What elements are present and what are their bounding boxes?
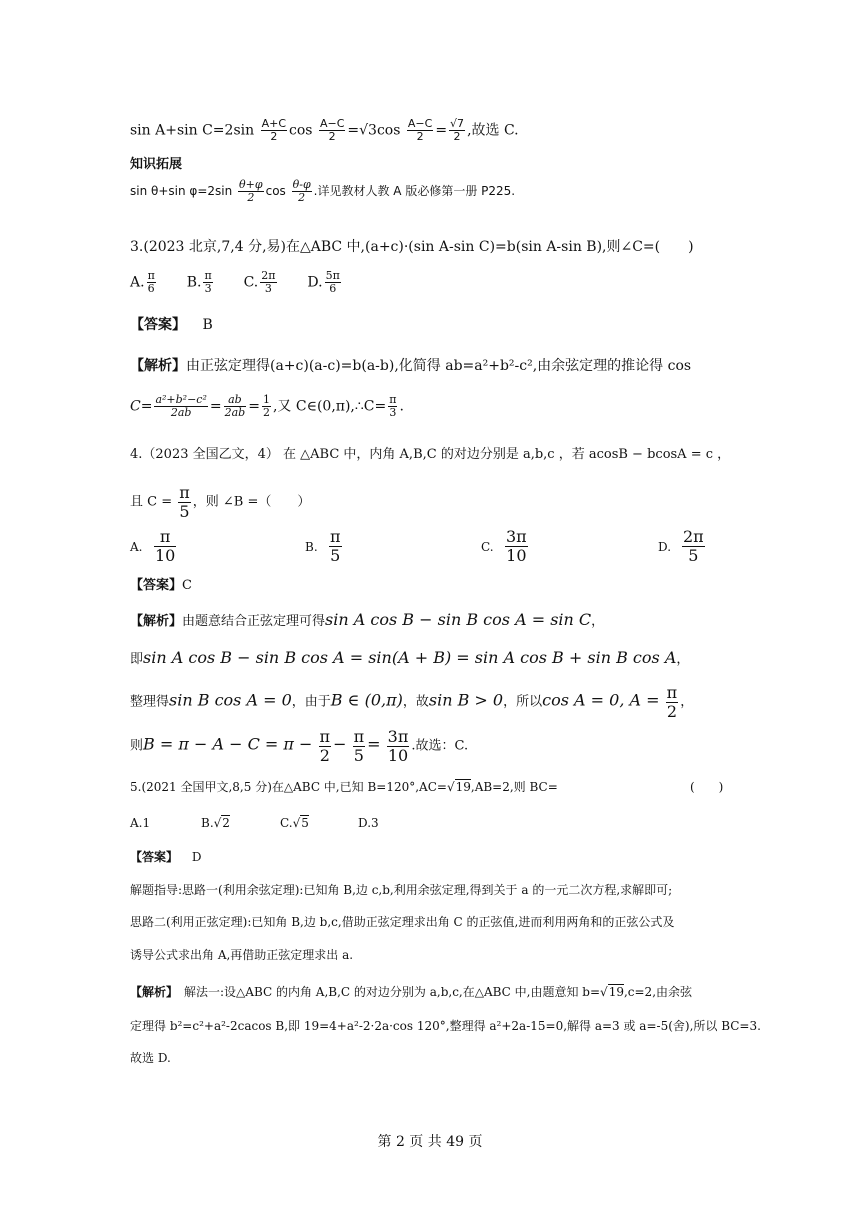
- fraction: [388, 394, 397, 419]
- fraction: [147, 270, 156, 295]
- question-3-options: [130, 270, 343, 295]
- option-b: B.: [305, 540, 318, 554]
- answer-label: 【答案】: [130, 578, 183, 593]
- text: cos: [376, 122, 401, 139]
- denominator: 10: [506, 545, 527, 565]
- denominator: 2: [319, 745, 330, 765]
- text: cos: [289, 122, 313, 139]
- option-d: D.: [307, 274, 323, 291]
- text: ，所以: [503, 694, 543, 710]
- denominator: 6: [147, 282, 155, 296]
- analysis-label: 【解析】: [130, 614, 183, 629]
- question-3-analysis-line-1: [130, 358, 691, 375]
- numerator: 1: [262, 393, 270, 406]
- denominator: 3: [264, 282, 272, 296]
- text: ，: [676, 652, 690, 667]
- answer-value: C: [182, 578, 192, 593]
- answer-label: 【答案】: [130, 850, 179, 864]
- sqrt-value: 5: [301, 816, 309, 830]
- fraction: [260, 270, 276, 295]
- numerator: π: [179, 483, 190, 502]
- formula: B = π − A − C = π −: [143, 734, 313, 754]
- fraction: [238, 179, 264, 204]
- numerator: ab: [224, 394, 247, 407]
- numerator: π: [204, 269, 212, 282]
- numerator: π: [319, 727, 331, 746]
- analysis-label: 【解析】: [130, 358, 186, 374]
- formula: B ∈ (0,π): [330, 690, 403, 710]
- fraction: [353, 728, 366, 764]
- denominator: 3: [389, 406, 397, 420]
- page-footer: 第 2 页 共 49 页: [377, 1134, 483, 1150]
- formula: sin B > 0: [428, 690, 504, 710]
- text: ，则 ∠B =（ ）: [192, 494, 311, 510]
- numerator: π: [666, 683, 678, 702]
- numerator: 2π: [261, 269, 276, 282]
- denominator: 2: [270, 130, 278, 144]
- numerator: θ-φ: [292, 178, 311, 191]
- text: 且 C =: [130, 494, 173, 510]
- numerator: 5π: [325, 269, 340, 282]
- text: .故选：C.: [411, 738, 469, 754]
- answer-value: D: [191, 850, 202, 864]
- fraction: [325, 270, 341, 295]
- text: 解法一:设△ABC 的内角 A,B,C 的对边分别为 a,b,c,在△ABC 中,由题意知 b=: [172, 985, 601, 999]
- question-5-paren: ( ): [690, 780, 724, 794]
- text: .详见教材人教 A 版必修第一册 P225.: [313, 184, 516, 199]
- numerator: A−C: [319, 117, 345, 130]
- option-c: C.: [280, 816, 293, 830]
- denominator: 5: [330, 545, 341, 565]
- section-title-knowledge: 知识拓展: [130, 157, 183, 172]
- question-5-guide-line-2: 思路二(利用正弦定理):已知角 B,边 b,c,借助正弦定理求出角 C 的正弦值,进而利用两角和的正弦公式及: [130, 915, 675, 929]
- text: −: [333, 734, 347, 754]
- question-4-options: [130, 528, 730, 568]
- sqrt-value: 2: [222, 816, 230, 830]
- option-a: A.: [130, 540, 143, 554]
- text: ,AB=2,则 BC=: [470, 780, 558, 794]
- question-4-analysis-line-1: [130, 610, 604, 630]
- option-c: C.: [481, 540, 494, 554]
- denominator: 2: [416, 130, 424, 144]
- text: ,故选 C.: [467, 122, 519, 139]
- text: sin A+sin C=2sin: [130, 122, 255, 139]
- option-b: B.: [201, 816, 214, 830]
- question-4-analysis-line-4: [130, 728, 468, 764]
- text: 整理得: [130, 694, 170, 710]
- option-d: D.3: [358, 816, 379, 830]
- denominator: 10: [155, 545, 176, 565]
- question-5-analysis-line-3: 故选 D.: [130, 1051, 171, 1065]
- text: 5.(2021 全国甲文,8,5 分)在△ABC 中,已知 B=120°,AC=: [130, 780, 447, 794]
- text: 即: [130, 652, 144, 667]
- denominator: 2: [247, 191, 255, 205]
- denominator: 2: [262, 406, 270, 420]
- fraction: [262, 394, 271, 419]
- numerator: 3π: [506, 527, 527, 546]
- numerator: π: [330, 527, 341, 546]
- question-4-stem-line-2: [130, 484, 310, 520]
- text: =: [248, 398, 260, 415]
- fraction: [154, 528, 176, 564]
- question-4-analysis-line-2: [130, 648, 689, 668]
- numerator: π: [353, 727, 365, 746]
- text: ,c=2,由余弦: [623, 985, 693, 999]
- option-b: B.: [186, 274, 202, 291]
- question-3-stem: 3.(2023 北京,7,4 分,易)在△ABC 中,(a+c)·(sin A-sin C)=b(sin A-sin B),则∠C=( ): [130, 239, 694, 255]
- text: ，由于: [291, 694, 331, 710]
- fraction: [407, 118, 433, 143]
- numerator: θ+φ: [239, 178, 263, 191]
- formula: cos A = 0, A =: [542, 690, 660, 710]
- option-c: C.: [243, 274, 259, 291]
- fraction: [178, 484, 191, 520]
- fraction: [292, 179, 312, 204]
- sqrt-value: 19: [455, 780, 471, 794]
- text: =: [209, 398, 222, 415]
- fraction: [203, 270, 212, 295]
- numerator: π: [147, 269, 155, 282]
- fraction: [319, 118, 345, 143]
- text: 由正弦定理得(a+c)(a-c)=b(a-b),化简得 ab=a²+b²-c²,由余弦定理的推论得 cos: [186, 358, 692, 374]
- answer-label: 【答案】: [130, 317, 186, 333]
- denominator: 2: [453, 130, 461, 144]
- denominator: 2ab: [170, 406, 192, 420]
- denominator: 3: [204, 282, 212, 296]
- question-5-analysis-line-1: 【解析】 解法一:设△ABC 的内角 A,B,C 的对边分别为 a,b,c,在△ABC 中,由题意知 b=√19,c=2,由余弦: [130, 985, 693, 999]
- question-5-analysis-line-2: 定理得 b²=c²+a²-2cacos B,即 19=4+a²-2·2a·cos 120°,整理得 a²+2a-15=0,解得 a=3 或 a=-5(舍),所以 BC=3.: [130, 1019, 761, 1033]
- question-5-guide-line-1: 解题指导:思路一(利用余弦定理):已知角 B,边 c,b,利用余弦定理,得到关于 a 的一元二次方程,求解即可;: [130, 883, 673, 897]
- question-5-stem: 5.(2021 全国甲文,8,5 分)在△ABC 中,已知 B=120°,AC=√19,AB=2,则 BC=: [130, 780, 558, 794]
- formula: sin A cos B − sin B cos A = sin C: [325, 610, 592, 629]
- question-5-guide-line-3: 诱导公式求出角 A,再借助正弦定理求出 a.: [130, 948, 354, 962]
- text: 则: [130, 738, 144, 754]
- text: ，: [680, 694, 694, 710]
- fraction: [319, 728, 332, 764]
- fraction: [261, 118, 287, 143]
- formula: sin B cos A = 0: [169, 690, 292, 710]
- text: =: [347, 122, 360, 139]
- knowledge-formula: [130, 179, 515, 204]
- fraction: [224, 394, 247, 419]
- sqrt-value: 19: [608, 985, 624, 999]
- denominator: 2: [328, 130, 336, 144]
- numerator: π: [154, 528, 176, 547]
- option-d: D.: [658, 540, 672, 554]
- question-3-answer: [130, 317, 213, 334]
- text: 由题意结合正弦定理可得: [182, 614, 326, 629]
- fraction: [387, 728, 410, 764]
- denominator: 6: [329, 282, 337, 296]
- formula: sin A cos B − sin B cos A = sin(A + B) = sin A cos B + sin B cos A: [143, 648, 677, 667]
- text: C=: [130, 398, 153, 415]
- denominator: 2ab: [224, 406, 246, 420]
- text: =: [435, 122, 448, 139]
- text: .: [399, 398, 404, 415]
- question-5-answer: [130, 850, 201, 864]
- text: =: [367, 734, 381, 754]
- text: cos: [265, 184, 286, 199]
- numerator: 2π: [683, 527, 704, 546]
- fraction: [449, 118, 465, 143]
- option-a: A.: [130, 274, 145, 291]
- analysis-label: 【解析】: [130, 985, 173, 999]
- solution-line-1: [130, 118, 519, 143]
- numerator: 3π: [387, 727, 409, 746]
- question-4-stem-line-1: 4.（2023 全国乙文，4） 在 △ABC 中，内角 A,B,C 的对边分别是 a,b,c ，若 acosB − bcosA = c ，: [130, 447, 731, 462]
- text: ，故: [402, 694, 429, 710]
- text: sin θ+sin φ=2sin: [130, 184, 233, 199]
- option-a: A.1: [130, 816, 151, 830]
- numerator: A−C: [407, 117, 433, 130]
- answer-value: B: [202, 317, 213, 333]
- denominator: 5: [688, 545, 699, 565]
- denominator: 2: [666, 701, 678, 721]
- fraction: [154, 394, 207, 419]
- question-4-analysis-line-3: [130, 684, 693, 720]
- numerator: √7: [450, 117, 465, 130]
- numerator: π: [389, 393, 397, 406]
- denominator: 5: [179, 501, 190, 521]
- question-3-analysis-line-2: [130, 394, 404, 419]
- denominator: 5: [353, 745, 364, 765]
- numerator: A+C: [261, 117, 287, 130]
- denominator: 10: [387, 745, 409, 765]
- denominator: 2: [298, 191, 306, 205]
- sqrt: √3: [359, 122, 377, 139]
- question-4-answer: [130, 578, 192, 594]
- text: ,又 C∈(0,π),∴C=: [272, 398, 387, 415]
- fraction: [505, 528, 528, 564]
- fraction: [329, 528, 342, 564]
- text: ，: [591, 614, 605, 629]
- numerator: a²+b²−c²: [155, 393, 207, 406]
- fraction: [666, 684, 679, 720]
- fraction: [682, 528, 705, 564]
